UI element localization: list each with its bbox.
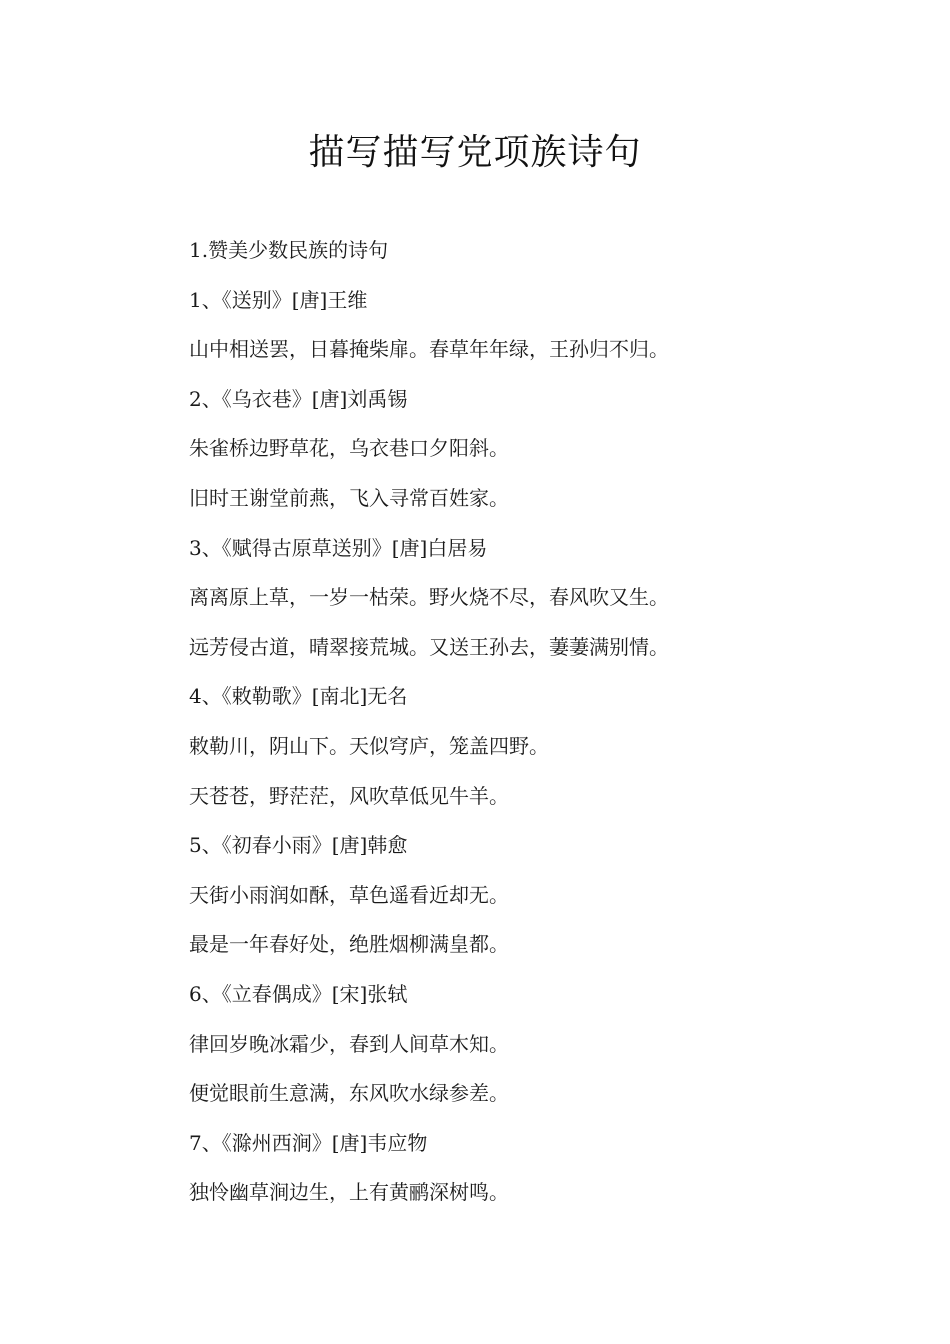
poem-verse: 敕勒川，阴山下。天似穹庐，笼盖四野。 bbox=[189, 733, 549, 758]
poem-heading: 3、《赋得古原草送别》[唐]白居易 bbox=[189, 535, 488, 560]
poem-heading: 6、《立春偶成》[宋]张轼 bbox=[189, 981, 408, 1006]
poem-verse: 旧时王谢堂前燕，飞入寻常百姓家。 bbox=[189, 485, 509, 510]
poem-verse: 律回岁晚冰霜少，春到人间草木知。 bbox=[189, 1031, 509, 1056]
poem-verse: 天苍苍，野茫茫，风吹草低见牛羊。 bbox=[189, 783, 509, 808]
poem-lines bbox=[189, 233, 889, 1225]
poem-heading: 2、《乌衣巷》[唐]刘禹锡 bbox=[189, 386, 408, 411]
poem-verse: 独怜幽草涧边生，上有黄鹂深树鸣。 bbox=[189, 1180, 509, 1205]
poem-verse: 最是一年春好处，绝胜烟柳满皇都。 bbox=[189, 932, 509, 957]
poem-verse: 天街小雨润如酥，草色遥看近却无。 bbox=[189, 882, 509, 907]
poem-heading: 7、《滁州西涧》[唐]韦应物 bbox=[189, 1130, 428, 1155]
document-title: 描写描写党项族诗句 bbox=[308, 132, 642, 173]
poem-heading: 5、《初春小雨》[唐]韩愈 bbox=[189, 833, 408, 858]
poem-heading: 1、《送别》[唐]王维 bbox=[189, 287, 368, 312]
poem-verse: 离离原上草，一岁一枯荣。野火烧不尽，春风吹又生。 bbox=[189, 585, 669, 610]
poem-verse: 远芳侵古道，晴翠接荒城。又送王孙去，萋萋满别情。 bbox=[189, 634, 669, 659]
poem-heading: 4、《敕勒歌》[南北]无名 bbox=[189, 684, 408, 709]
poem-verse: 便觉眼前生意满，东风吹水绿参差。 bbox=[189, 1081, 509, 1106]
section-heading: 1.赞美少数民族的诗句 bbox=[189, 238, 389, 262]
poem-verse: 朱雀桥边野草花，乌衣巷口夕阳斜。 bbox=[189, 436, 509, 461]
poem-verse: 山中相送罢，日暮掩柴扉。春草年年绿，王孙归不归。 bbox=[189, 337, 669, 362]
